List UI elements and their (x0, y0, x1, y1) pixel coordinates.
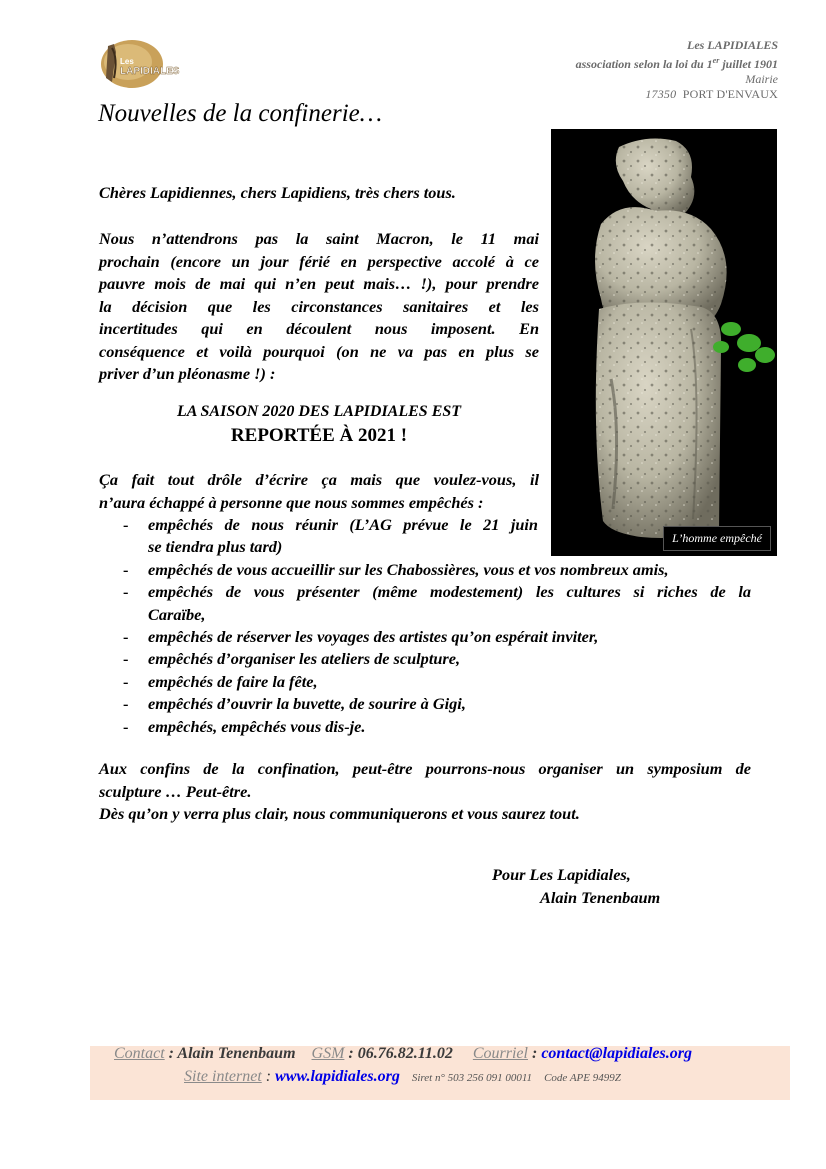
svg-text:LAPIDIALES: LAPIDIALES (120, 66, 180, 77)
empeches-list (99, 514, 751, 738)
ape-code: Code APE 9499Z (544, 1072, 621, 1084)
sculpture-photo (551, 129, 777, 556)
gsm-label: GSM (311, 1045, 345, 1062)
list-item: - empêchés de nous réunir (L’AG prévue le 21 juin se tiendra plus tard) (123, 515, 538, 557)
siret-number: Siret n° 503 256 091 00011 (411, 1072, 533, 1084)
site-label: Site internet (184, 1068, 262, 1085)
list-item: - empêchés de réserver les voyages des artistes qu’on espérait inviter, (123, 627, 599, 647)
svg-text:Les: Les (120, 57, 134, 66)
org-name: Les LAPIDIALES (686, 38, 778, 52)
organization-header (576, 38, 778, 102)
contact-label: Contact (114, 1045, 165, 1062)
paragraph-intro: Nous n’attendrons pas la saint Macron, le 11 mai prochain (encore un jour férié en perspective accolé à ce pauvre mois de mai qui n’en peut mais… !), pour prendre la décision que les circonstances sanitaires et les incertitudes qui en découlent nous imposent. En conséquence et voilà pourquoi (on ne va pas en plus se priver d’un pléonasme !) : (99, 229, 539, 383)
email-label: Courriel (472, 1045, 528, 1062)
list-item: - empêchés d’ouvrir la buvette, de sourire à Gigi, (123, 694, 466, 714)
page-title: Nouvelles de la confinerie… (98, 100, 382, 127)
signature-line1: Pour Les Lapidiales, (492, 865, 631, 884)
org-address: 17350 PORT D'ENVAUX (645, 87, 778, 101)
list-item: - empêchés d’organiser les ateliers de sculpture, (123, 649, 461, 669)
footer-contact-line: Contact : Alain Tenenbaum GSM : 06.76.82.11.02 Courriel : contact@lapidiales.org (114, 1045, 692, 1062)
site-link[interactable]: www.lapidiales.org (275, 1068, 400, 1085)
paragraph-empeches: Ça fait tout drôle d’écrire ça mais que voulez-vous, il n’aura échappé à personne que nous sommes empêchés : (99, 470, 539, 512)
org-mairie: Mairie (745, 72, 778, 86)
greeting: Chères Lapidiennes, chers Lapidiens, très chers tous. (99, 183, 456, 202)
org-status: association selon la loi du 1er juillet 1901 (575, 56, 778, 71)
photo-caption: L’homme empêché (663, 526, 771, 551)
list-item: - empêchés de vous accueillir sur les Chabossières, vous et vos nombreux amis, (123, 559, 669, 579)
paragraph-closing: Aux confins de la confination, peut-être pourrons-nous organiser un symposium de sculpture … Peut-être. Dès qu’on y verra plus clair, nous communiquerons et vous saurez tout. (99, 759, 751, 823)
gsm-value: : 06.76.82.11.02 (344, 1045, 453, 1062)
announcement-line1: LA SAISON 2020 DES LAPIDIALES EST (176, 403, 462, 420)
list-item: - empêchés de vous présenter (même modestement) les cultures si riches de la Caraïbe, (123, 582, 751, 624)
footer-site-line: Site internet : www.lapidiales.org Siret n° 503 256 091 00011 Code APE 9499Z (184, 1068, 621, 1085)
signature-name: Alain Tenenbaum (540, 888, 661, 907)
list-item: - empêchés, empêchés vous dis-je. (123, 716, 366, 736)
email-link[interactable]: contact@lapidiales.org (541, 1045, 692, 1062)
lapidiales-logo (98, 38, 196, 90)
contact-name: : Alain Tenenbaum (164, 1045, 296, 1062)
list-item: - empêchés de faire la fête, (123, 671, 318, 691)
announcement-line2: REPORTÉE À 2021 ! (230, 425, 408, 446)
